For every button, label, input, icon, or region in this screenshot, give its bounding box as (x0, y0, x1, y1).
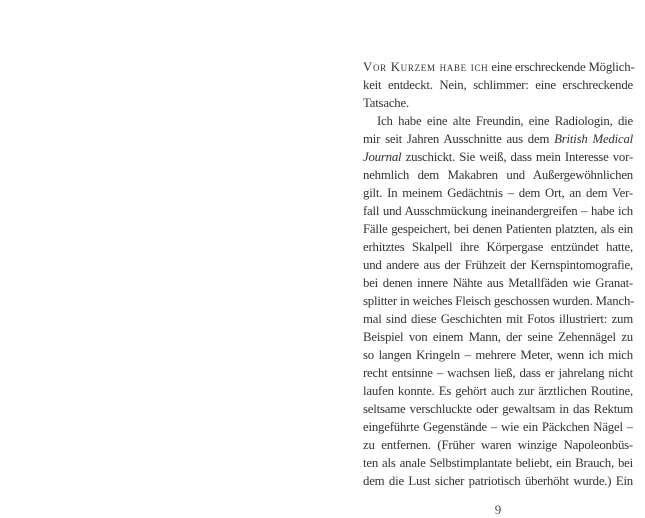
text-line (363, 292, 633, 310)
body-text: nehmlich dem Makabren und Außergewöhnlichen (363, 168, 633, 182)
body-text: eingeführte Gegenstände – wie ein Päckchen Nägel – (363, 420, 633, 434)
text-line (363, 220, 633, 238)
text-line (363, 382, 633, 400)
text-line (363, 148, 633, 166)
body-text: Ich habe eine alte Freundin, eine Radiologin, die (377, 114, 633, 128)
body-text: bei denen innere Nähte aus Metallfäden wie Granat- (363, 276, 633, 290)
body-text: keit entdeckt. Nein, schlimmer: eine erschreckende (363, 78, 633, 92)
page-number: 9 (494, 502, 502, 517)
text-line (363, 274, 633, 292)
text-line (363, 472, 633, 490)
smallcaps-opener: Vor Kurzem habe ich (363, 60, 489, 74)
text-line (363, 130, 633, 148)
body-text: eine erschreckende Möglich- (488, 60, 635, 74)
text-line (363, 76, 633, 94)
body-text: so langen Kringeln – mehrere Meter, wenn ich mich (363, 348, 633, 362)
text-line (363, 112, 633, 130)
body-text: zuschickt. Sie weiß, dass mein Interesse vor- (401, 150, 633, 164)
text-line (363, 364, 633, 382)
text-line (363, 58, 633, 76)
body-text: erhitztes Skalpell ihre Körpergase entzündet hatte, (363, 240, 633, 254)
text-line (363, 436, 633, 454)
body-text: dem die Lust sicher patriotisch überhöht wurde.) Ein (363, 474, 633, 488)
text-line (363, 346, 633, 364)
body-text-column (363, 58, 633, 490)
body-text: mal sind diese Geschichten mit Fotos illustriert: zum (363, 312, 633, 326)
text-line (363, 454, 633, 472)
body-text: seltsame verschluckte oder gewaltsam in das Rektum (363, 402, 633, 416)
body-text: fall und Ausschmückung ineinandergreifen – habe ich (363, 204, 633, 218)
body-text: Beispiel von einem Mann, der seine Zehennägel zu (363, 330, 633, 344)
text-line (363, 310, 633, 328)
text-line (363, 418, 633, 436)
body-text: mir seit Jahren Ausschnitte aus dem (363, 132, 555, 146)
body-text: splitter in weiches Fleisch geschossen wurden. Manch- (363, 294, 635, 308)
text-line (363, 184, 633, 202)
body-text: laufen konnte. Es gehört auch zur ärztlichen Routine, (363, 384, 633, 398)
body-text: Fälle gespeichert, bei denen Patienten platzten, als ein (363, 222, 633, 236)
body-text: recht entsinne – wachsen ließ, dass er jahrelang nicht (363, 366, 633, 380)
text-line (363, 202, 633, 220)
text-line (363, 256, 633, 274)
text-line (363, 400, 633, 418)
body-text: und andere aus der Frühzeit der Kernspintomografie, (363, 258, 633, 272)
italic-text: Journal (363, 150, 402, 164)
text-line (363, 166, 633, 184)
text-line (363, 328, 633, 346)
text-line (363, 238, 633, 256)
italic-text: British Medical (554, 132, 634, 146)
body-text: gilt. In meinem Gedächtnis – dem Ort, an dem Ver- (363, 186, 633, 200)
body-text: ten als anale Selbstimplantate beliebt, ein Brauch, bei (363, 456, 633, 470)
body-text: Tatsache. (363, 96, 409, 110)
body-text: zu entfernen. (Früher waren winzige Napoleonbüs- (363, 438, 633, 452)
text-line (363, 94, 633, 112)
